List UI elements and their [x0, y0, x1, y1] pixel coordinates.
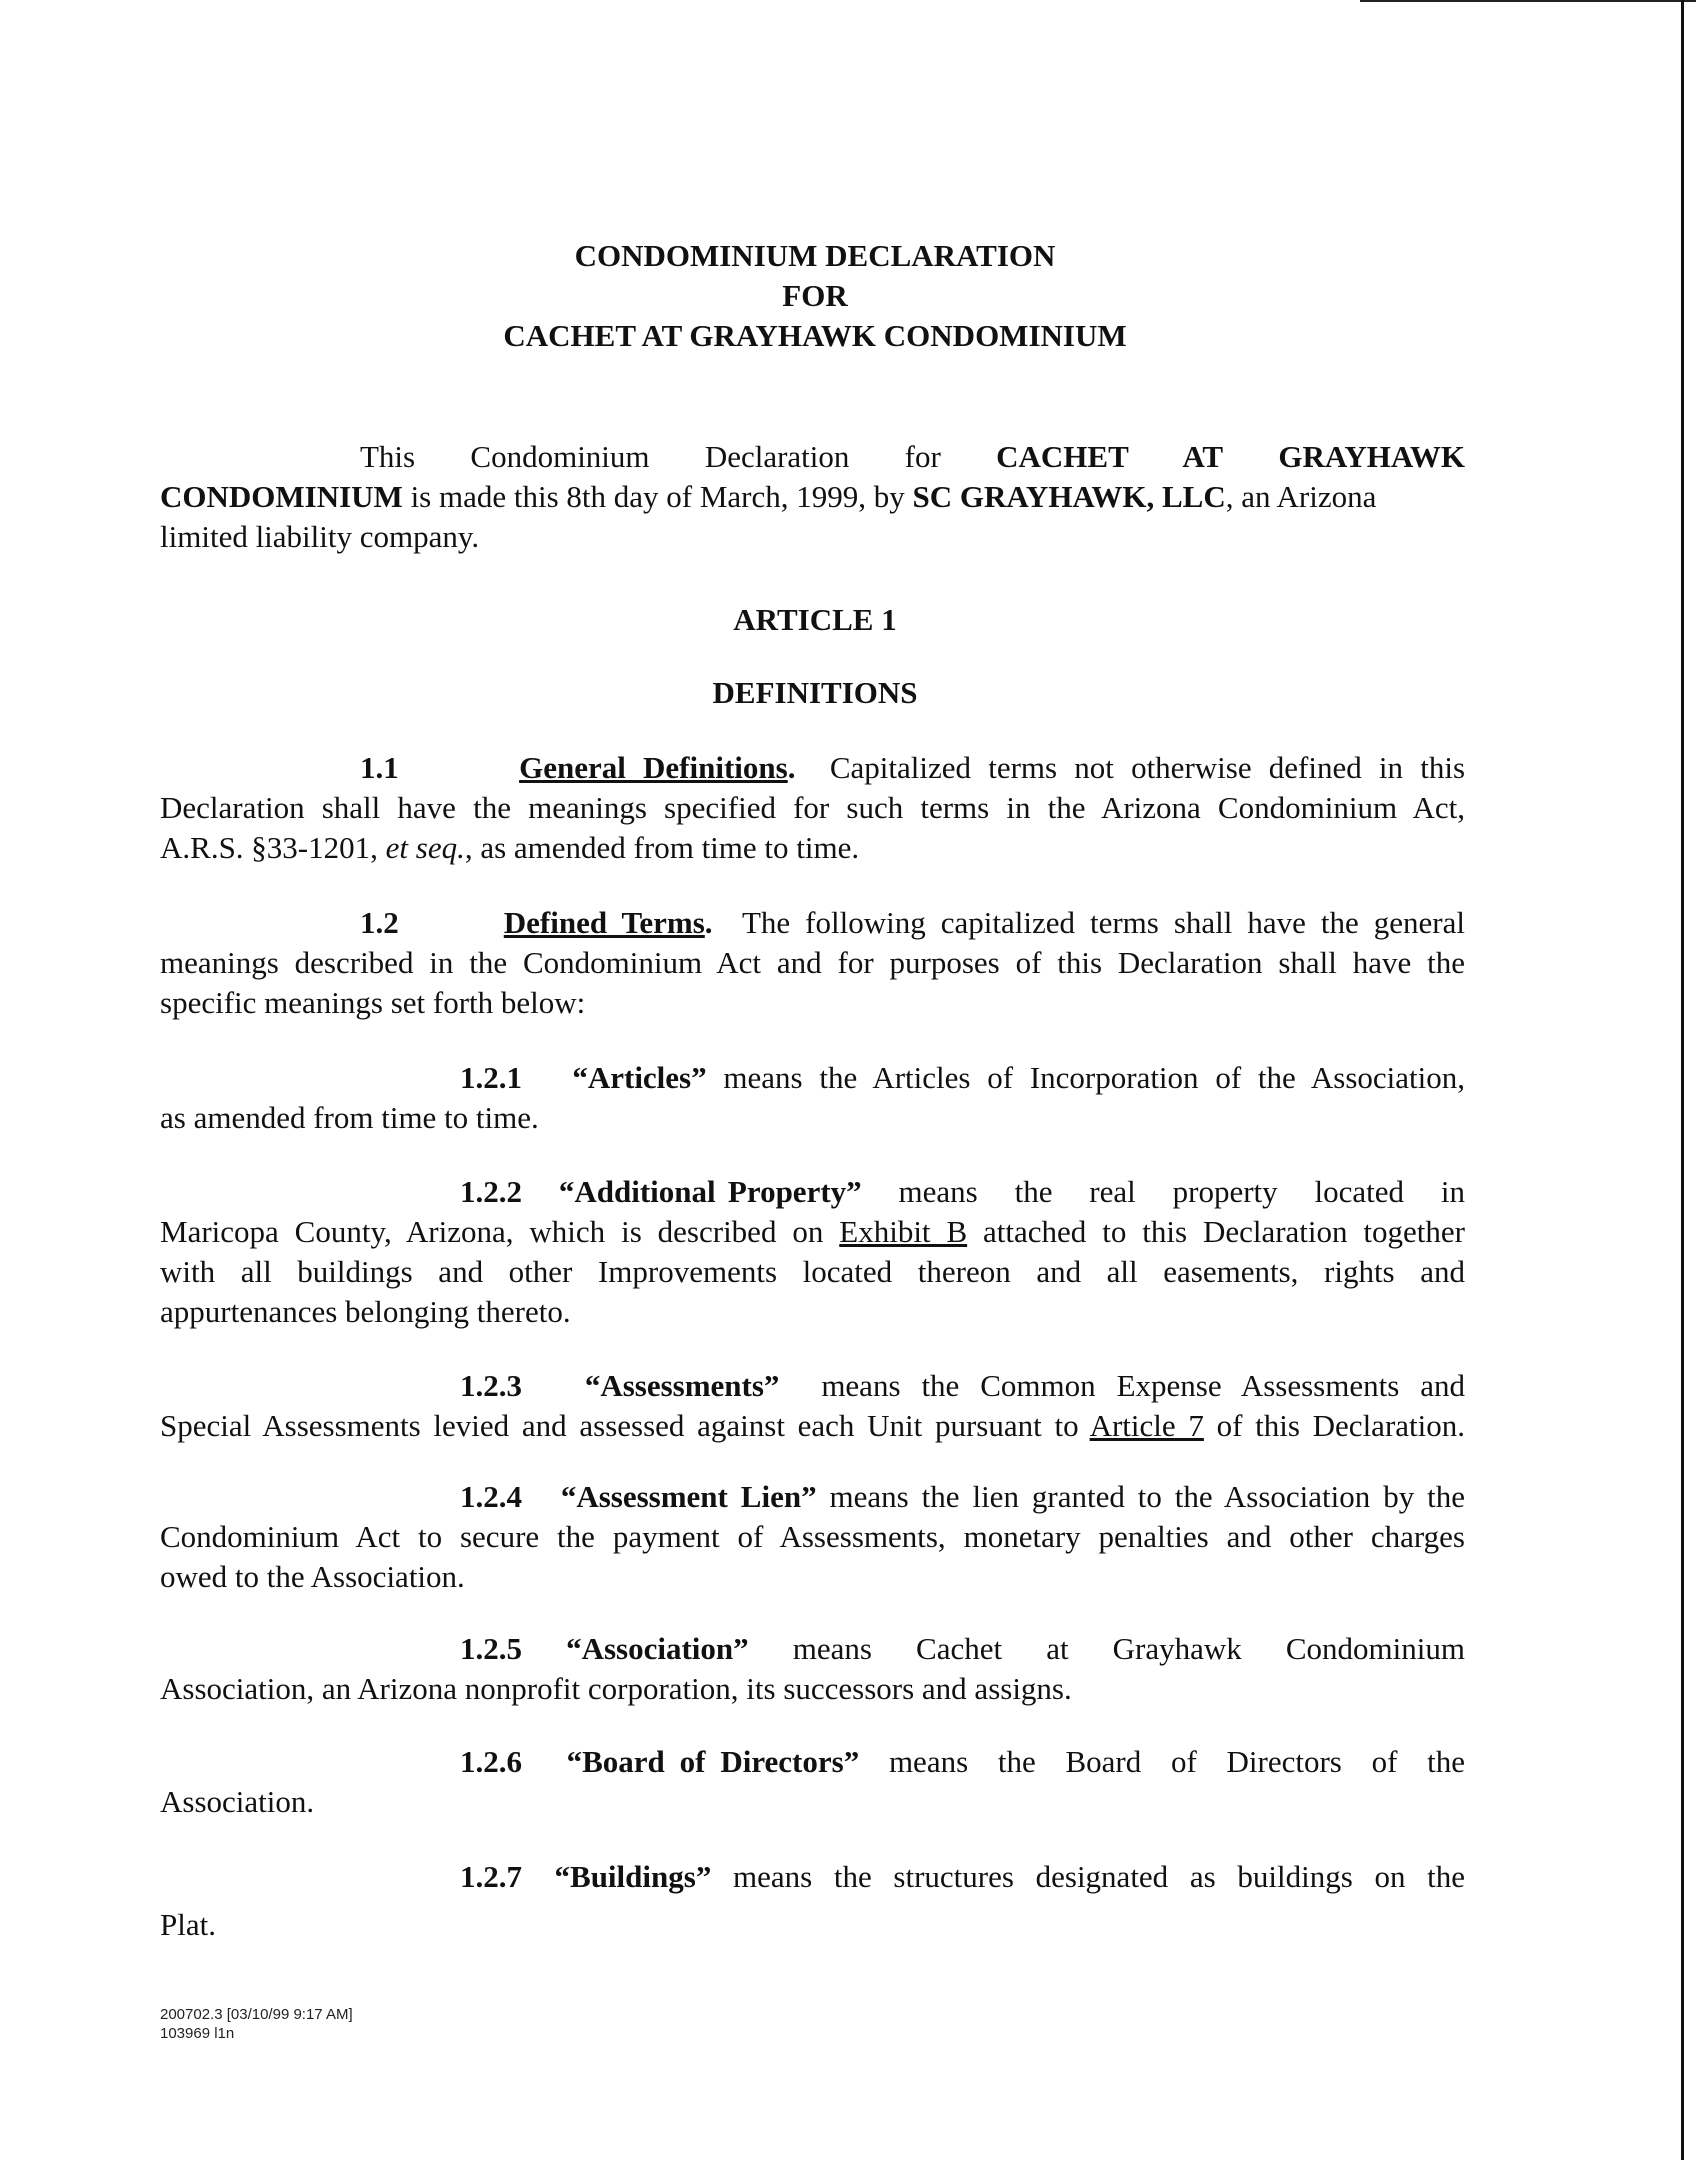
section-1-2-4-line-3: owed to the Association. [160, 1559, 465, 1594]
section-1-2-6 [160, 1742, 1465, 1822]
section-1-2-line-1: 1.2 Defined Terms. The following capitalized terms shall have the general [360, 905, 1466, 940]
intro-line-2: CONDOMINIUM is made this 8th day of March, 1999, by SC GRAYHAWK, LLC, an Arizona [160, 479, 1377, 514]
article-7-link[interactable]: Article 7 [1089, 1408, 1204, 1443]
title-line-2: FOR [782, 278, 848, 313]
section-1-2-2 [160, 1172, 1465, 1332]
section-1-2-2-line-3: with all buildings and other Improvements located thereon and all easements, rights and [160, 1254, 1465, 1289]
footer-doc-id: 200702.3 [03/10/99 9:17 AM] [160, 2006, 353, 2023]
document-footer [160, 2005, 353, 2043]
scan-edge-right [1681, 0, 1684, 2160]
section-1-2-line-3: specific meanings set forth below: [160, 985, 586, 1020]
section-1-2-2-line-1: 1.2.2 “Additional Property” means the real property located in [460, 1174, 1465, 1209]
section-1-2-1 [160, 1058, 1465, 1138]
footer-file-id: 103969 l1n [160, 2025, 235, 2042]
intro-line-3: limited liability company. [160, 519, 480, 554]
section-1-2-7-line-2: Plat. [160, 1907, 216, 1942]
section-1-2-3 [160, 1366, 1465, 1446]
section-1-2-1-line-1: 1.2.1 “Articles” means the Articles of Incorporation of the Association, [460, 1060, 1465, 1095]
section-1-2-4-line-1: 1.2.4 “Assessment Lien” means the lien granted to the Association by the [460, 1479, 1466, 1514]
title-line-1: CONDOMINIUM DECLARATION [574, 238, 1056, 273]
title-line-3: CACHET AT GRAYHAWK CONDOMINIUM [503, 318, 1127, 353]
section-1-2-4-line-2: Condominium Act to secure the payment of Assessments, monetary penalties and other charges [160, 1519, 1465, 1554]
section-1-2-6-line-1: 1.2.6 “Board of Directors” means the Board of Directors of the [460, 1744, 1466, 1779]
section-1-2-3-line-2: Special Assessments levied and assessed against each Unit pursuant to Article 7 of this Declaration. [160, 1408, 1465, 1443]
section-1-2-1-line-2: as amended from time to time. [160, 1100, 539, 1135]
article-subheading: DEFINITIONS [712, 675, 918, 710]
scan-edge-top [1360, 0, 1696, 2]
section-1-2-4 [160, 1477, 1465, 1597]
section-1-2-6-line-2: Association. [160, 1784, 315, 1819]
article-heading: ARTICLE 1 [733, 602, 897, 637]
document-title [0, 236, 1630, 356]
section-1-1 [160, 748, 1465, 868]
intro-line-1: This Condominium Declaration for CACHET AT GRAYHAWK [360, 439, 1465, 474]
section-1-1-line-1: 1.1 General Definitions. Capitalized terms not otherwise defined in this [360, 750, 1466, 785]
section-1-2-7-line-1: 1.2.7 “Buildings” means the structures designated as buildings on the [460, 1859, 1465, 1894]
section-1-1-line-3: A.R.S. §33-1201, et seq., as amended from time to time. [160, 830, 860, 865]
section-1-2-5 [160, 1629, 1465, 1709]
section-1-2-7 [160, 1857, 1465, 1945]
section-1-2-line-2: meanings described in the Condominium Act and for purposes of this Declaration shall have the [160, 945, 1465, 980]
section-1-2-2-line-4: appurtenances belonging thereto. [160, 1294, 571, 1329]
section-1-1-line-2: Declaration shall have the meanings specified for such terms in the Arizona Condominium Act, [160, 790, 1465, 825]
exhibit-b-link[interactable]: Exhibit B [839, 1214, 968, 1249]
intro-paragraph [160, 437, 1465, 557]
section-1-2-2-line-2: Maricopa County, Arizona, which is described on Exhibit B attached to this Declaration together [160, 1214, 1466, 1249]
section-1-2-3-line-1: 1.2.3 “Assessments” means the Common Expense Assessments and [460, 1368, 1465, 1403]
section-1-2-5-line-2: Association, an Arizona nonprofit corporation, its successors and assigns. [160, 1671, 1072, 1706]
section-1-2-5-line-1: 1.2.5 “Association” means Cachet at Grayhawk Condominium [460, 1631, 1465, 1666]
section-1-2 [160, 903, 1465, 1023]
